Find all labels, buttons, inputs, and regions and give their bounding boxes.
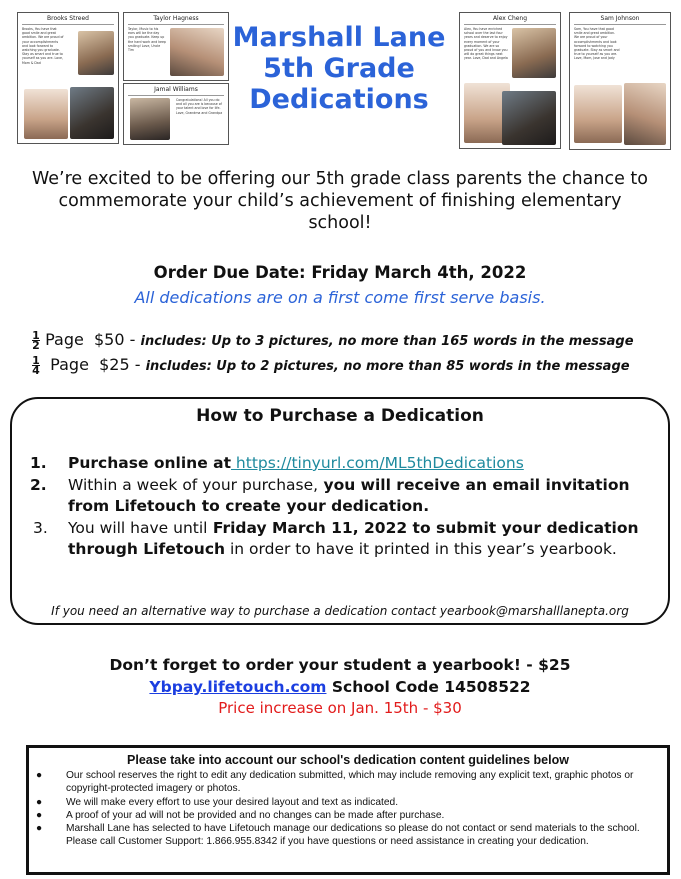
- price-label: Page: [50, 355, 89, 374]
- price-amount: $25: [99, 355, 130, 374]
- step-text: You will have until: [68, 519, 208, 537]
- sample-card-taylor: [123, 12, 229, 81]
- fraction-half: $\frac{1}{2}$: [32, 329, 40, 352]
- price-dash: -: [129, 355, 146, 374]
- order-due-date: Order Due Date: Friday March 4th, 2022: [153, 263, 527, 282]
- school-code: School Code 14508522: [326, 678, 531, 696]
- guidelines-title: Please take into account our school's dedication content guidelines below: [127, 753, 569, 767]
- guideline-item: ● A proof of your ad will not be provided and no changes can be made after purchase.: [36, 810, 445, 821]
- card-photo: [574, 85, 622, 143]
- title-line-1: Marshall Lane: [232, 22, 446, 53]
- price-description: includes: Up to 3 pictures, no more than 165 words in the message: [140, 334, 634, 349]
- price-label: Page: [45, 330, 84, 349]
- yearbook-reminder: Don’t forget to order your student a yearbook! - $25: [109, 656, 571, 674]
- card-name: Taylor Hagness: [153, 15, 199, 22]
- price-description: includes: Up to 2 pictures, no more than 85 words in the message: [145, 359, 630, 374]
- card-photo: [78, 31, 114, 75]
- pricing-half-page: [32, 330, 634, 350]
- step-text: in order to have it printed in this year’s yearbook.: [225, 540, 617, 558]
- step-text: Purchase online at: [68, 454, 231, 472]
- card-photo: [70, 87, 114, 139]
- card-name: Sam Johnson: [600, 15, 640, 22]
- yearbook-link[interactable]: Ybpay.lifetouch.com: [149, 678, 327, 696]
- card-photo: [170, 28, 224, 76]
- fraction-quarter: $\frac{1}{4}$: [32, 354, 40, 377]
- price-dash: -: [124, 330, 141, 349]
- dedication-link[interactable]: https://tinyurl.com/ML5thDedications: [230, 454, 524, 472]
- sample-card-sam: [569, 12, 671, 150]
- card-message: Taylor, Music to his ears will be the day you graduate. Keep up the hard work and keep smiling! Love, Uncle Tim: [128, 27, 166, 53]
- card-message: Sam, You have that good smile and great ambition. We are proud of your accomplishments and look forward to watching you graduate. Stay as smart and true to yourself as you are. Love, Mom, Jose and Jody: [574, 27, 620, 61]
- title-line-2: 5th Grade: [263, 53, 415, 84]
- card-name: Jamal Williams: [154, 86, 198, 93]
- intro-text: We’re excited to be offering our 5th grade class parents the chance to commemorate your child’s achievement of finishing elementary school!: [31, 169, 648, 233]
- step-2: [30, 475, 650, 519]
- bullet: ●: [36, 770, 43, 781]
- card-message: Congratulations! All you do and all you are is because of your talent and love for life. Love, Grandma and Grandpa: [176, 98, 223, 115]
- step-number: 3.: [33, 519, 48, 537]
- page-title: [232, 22, 446, 115]
- step-number: 2.: [30, 476, 47, 494]
- card-message: Alex, You have enriched school over the last four years and deserve to enjoy every moment of your graduation. We are so proud of you and know you will do great things next year. Love, Dad and Angela: [464, 27, 508, 61]
- pricing-quarter-page: [32, 355, 630, 375]
- step-text-bold: Friday March 11, 2022 to submit your dedication through Lifetouch: [68, 519, 639, 558]
- step-text: Within a week of your purchase,: [68, 476, 319, 494]
- guideline-item: ● Marshall Lane has selected to have Lifetouch manage our dedications so please do not contact or send materials to the school. Please call Customer Support: 1.866.955.8342 if you have questions or need assistance in creating your dedication.: [36, 823, 640, 847]
- how-to-title: How to Purchase a Dedication: [196, 406, 484, 426]
- step-3: [30, 518, 650, 584]
- alternative-contact: If you need an alternative way to purchase a dedication contact yearbook@marshalllanepta.org: [51, 604, 629, 618]
- guideline-item: ● We will make every effort to use your desired layout and text as indicated.: [36, 797, 399, 808]
- price-increase-note: Price increase on Jan. 15th - $30: [218, 699, 462, 717]
- step-number: 1.: [30, 454, 47, 472]
- sample-card-brooks: [17, 12, 119, 144]
- title-line-3: Dedications: [249, 84, 429, 115]
- card-photo: [512, 28, 556, 78]
- card-photo: [624, 83, 666, 145]
- step-text-bold: you will receive an email invitation from Lifetouch to create your dedication.: [68, 476, 630, 515]
- yearbook-order-line: [40, 678, 640, 696]
- card-name: Alex Cheng: [492, 15, 528, 22]
- step-1: [30, 453, 660, 475]
- bullet: ●: [36, 810, 43, 821]
- first-come-note: All dedications are on a first come first serve basis.: [134, 288, 546, 307]
- card-message: Brooks, You have that good smile and great ambition. We are proud of your accomplishments and look forward to watching you graduate. Stay as smart and true to yourself as you are. Love, Mom & Dad: [22, 27, 64, 65]
- bullet: ●: [36, 797, 43, 808]
- card-name: Brooks Streed: [47, 15, 89, 22]
- card-photo: [130, 98, 170, 140]
- bullet: ●: [36, 823, 43, 834]
- card-photo: [24, 89, 68, 139]
- card-photo: [502, 91, 556, 145]
- sample-card-alex: [459, 12, 561, 149]
- guideline-item: ● Our school reserves the right to edit any dedication submitted, which may include removing any explicit text, graphic photos or copyright-protected imagery or photos.: [36, 770, 634, 794]
- sample-card-jamal: [123, 83, 229, 145]
- price-amount: $50: [94, 330, 125, 349]
